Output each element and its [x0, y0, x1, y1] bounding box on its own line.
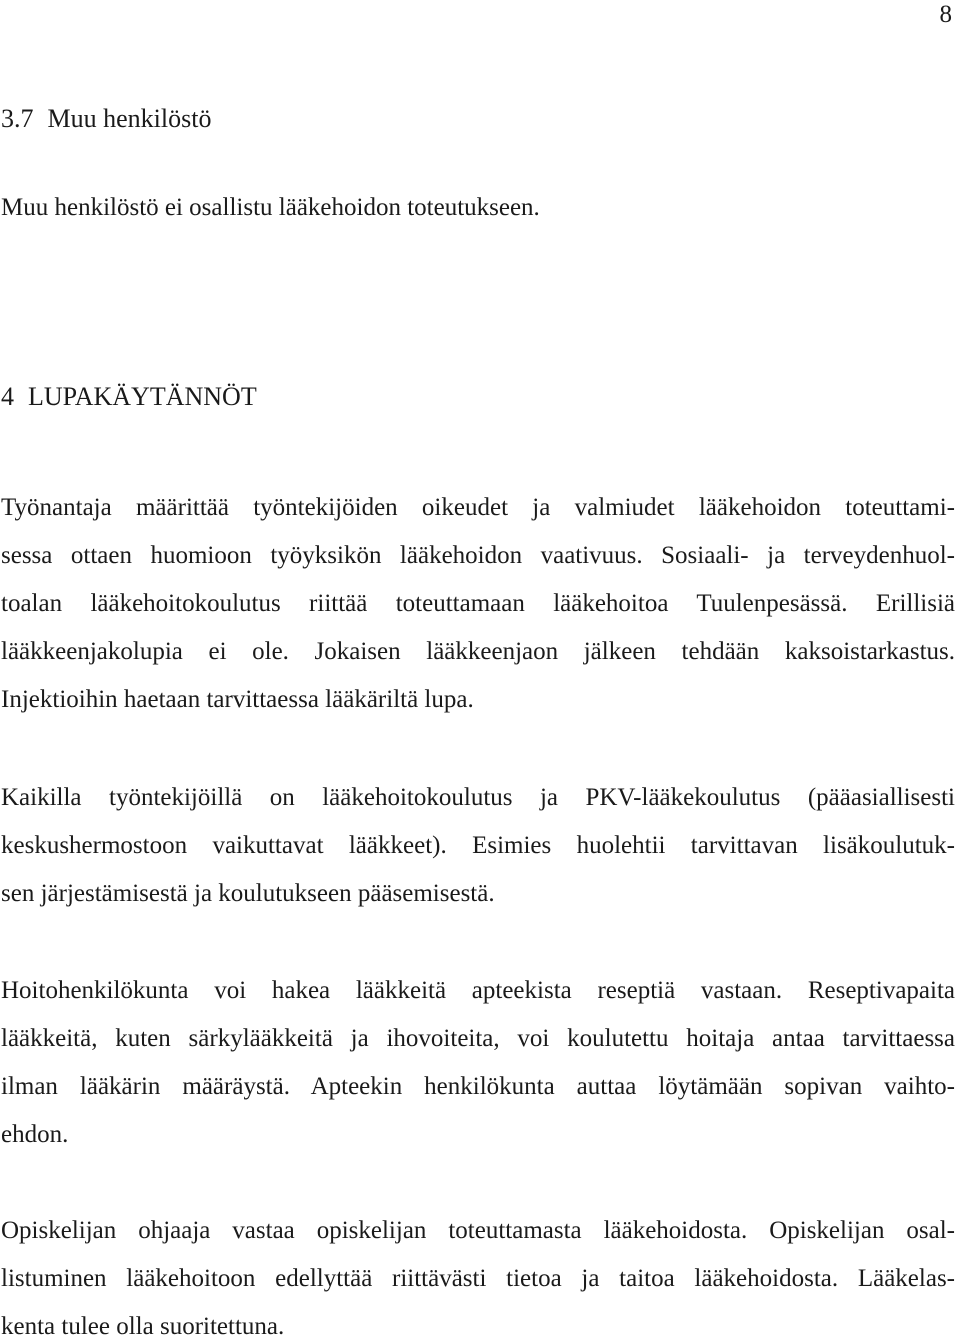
page-number: 8 — [939, 1, 952, 28]
paragraph-line: Injektioihin haetaan tarvittaessa lääkäriltä lupa. — [1, 686, 474, 713]
section-title: LUPAKÄYTÄNNÖT — [28, 382, 257, 411]
section-number: 4 — [1, 382, 14, 411]
paragraph-line: Työnantaja määrittää työntekijöiden oikeudet ja valmiudet lääkehoidon toteuttami- — [1, 494, 955, 521]
paragraph-line: keskushermostoon vaikuttavat lääkkeet). Esimies huolehtii tarvittavan lisäkoulutuk- — [1, 832, 955, 859]
paragraph-line: lääkkeenjakolupia ei ole. Jokaisen lääkkeenjaon jälkeen tehdään kaksoistarkastus. — [1, 638, 955, 665]
paragraph-line: Opiskelijan ohjaaja vastaa opiskelijan toteuttamasta lääkehoidosta. Opiskelijan osal- — [1, 1217, 955, 1244]
section-heading-4 — [1, 382, 257, 412]
paragraph-line: sen järjestämisestä ja koulutukseen pääsemisestä. — [1, 880, 495, 907]
paragraph-line: Hoitohenkilökunta voi hakea lääkkeitä apteekista reseptiä vastaan. Reseptivapaita — [1, 977, 955, 1004]
paragraph-line: ilman lääkärin määräystä. Apteekin henkilökunta auttaa löytämään sopivan vaihto- — [1, 1073, 955, 1100]
paragraph-line: sessa ottaen huomioon työyksikön lääkehoidon vaativuus. Sosiaali- ja terveydenhuol- — [1, 542, 955, 569]
paragraph-line: lääkkeitä, kuten särkylääkkeitä ja ihovoiteita, voi koulutettu hoitaja antaa tarvittaessa — [1, 1025, 955, 1052]
paragraph-line: toalan lääkehoitokoulutus riittää toteuttamaan lääkehoitoa Tuulenpesässä. Erillisiä — [1, 590, 955, 617]
paragraph-line: Kaikilla työntekijöillä on lääkehoitokoulutus ja PKV-lääkekoulutus (pääasiallisesti — [1, 784, 955, 811]
paragraph-line: kenta tulee olla suoritettuna. — [1, 1313, 285, 1340]
paragraph-line: ehdon. — [1, 1121, 69, 1148]
paragraph-line: listuminen lääkehoitoon edellyttää riittävästi tietoa ja taitoa lääkehoidosta. Lääkelas- — [1, 1265, 955, 1292]
section-title: Muu henkilöstö — [47, 104, 212, 133]
section-number: 3.7 — [1, 104, 34, 133]
section-heading-3-7 — [1, 104, 211, 134]
paragraph-line: Muu henkilöstö ei osallistu lääkehoidon toteutukseen. — [1, 194, 540, 221]
